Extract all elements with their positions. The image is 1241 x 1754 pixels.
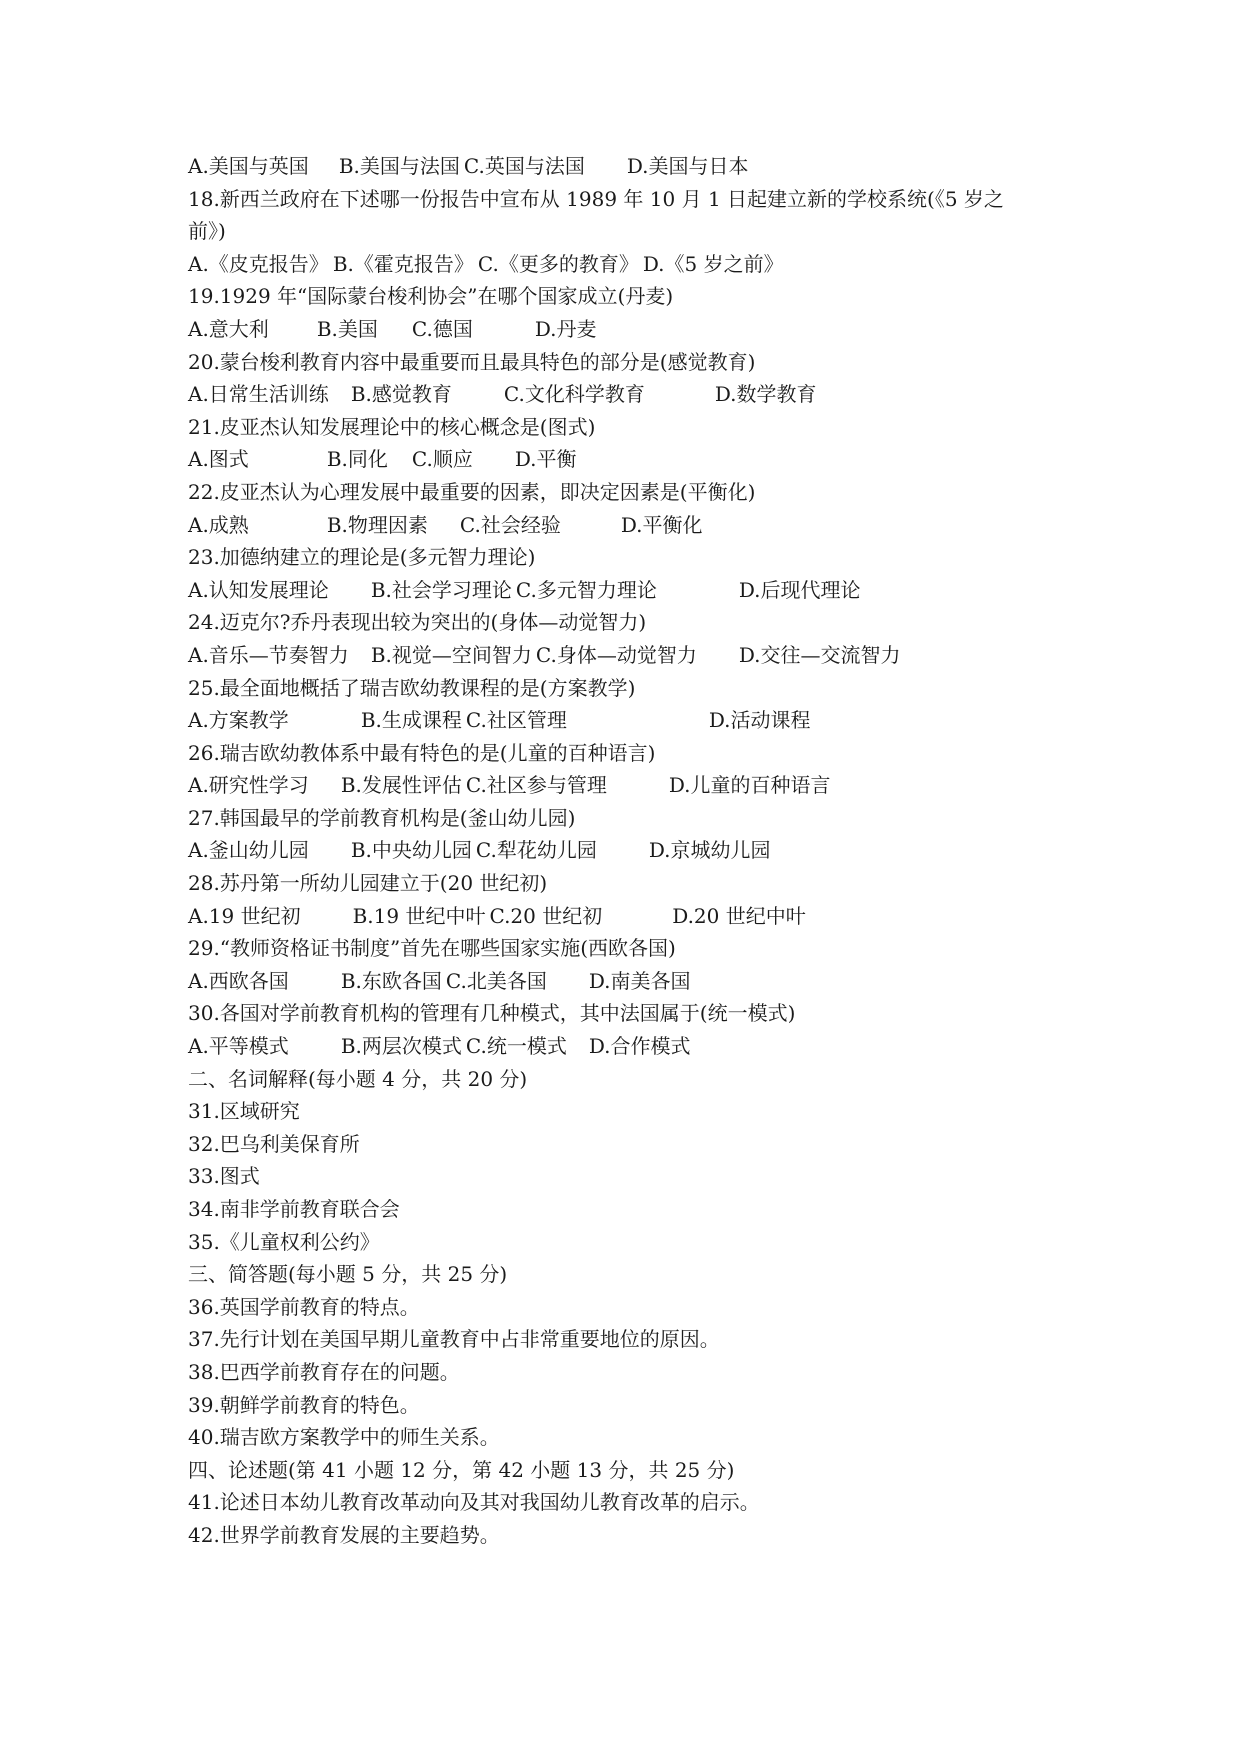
question-line: 30.各国对学前教育机构的管理有几种模式，其中法国属于(统一模式) bbox=[188, 1001, 796, 1026]
option-d: D.《5 岁之前》 bbox=[642, 251, 784, 276]
options-line bbox=[188, 443, 1068, 476]
option-a: A.西欧各国 bbox=[188, 968, 289, 993]
option-a: A.认知发展理论 bbox=[188, 577, 329, 602]
option-b: B.美国与法国 bbox=[338, 154, 460, 178]
options-line bbox=[188, 704, 1068, 737]
section-heading: 三、简答题(每小题 5 分，共 25 分) bbox=[188, 1262, 508, 1287]
option-b: B.东欧各国 bbox=[340, 968, 442, 993]
options-line bbox=[188, 313, 1068, 346]
question-line: 37.先行计划在美国早期儿童教育中占非常重要地位的原因。 bbox=[188, 1327, 720, 1352]
option-a: A.成熟 bbox=[188, 512, 249, 537]
option-a: A.《皮克报告》 bbox=[188, 251, 329, 276]
question-line: 24.迈克尔?乔丹表现出较为突出的(身体—动觉智力) bbox=[188, 610, 647, 635]
section-heading: 二、名词解释(每小题 4 分，共 20 分) bbox=[188, 1066, 528, 1091]
question-line: 28.苏丹第一所幼儿园建立于(20 世纪初) bbox=[188, 871, 548, 896]
option-b: B.发展性评估 bbox=[340, 773, 462, 798]
question-line: 41.论述日本幼儿教育改革动向及其对我国幼儿教育改革的启示。 bbox=[188, 1490, 760, 1515]
option-a: A.图式 bbox=[188, 447, 249, 472]
option-b: B.视觉—空间智力 bbox=[370, 642, 532, 667]
option-c: C.文化科学教育 bbox=[503, 382, 645, 407]
question-line: 25.最全面地概括了瑞吉欧幼教课程的是(方案教学) bbox=[188, 675, 636, 700]
option-a: A.方案教学 bbox=[188, 708, 289, 733]
question-line: 27.韩国最早的学前教育机构是(釜山幼儿园) bbox=[188, 805, 576, 830]
option-c: C.社区管理 bbox=[465, 708, 567, 733]
option-b: B.生成课程 bbox=[360, 708, 462, 733]
options-line bbox=[188, 378, 1068, 411]
option-c: C.身体—动觉智力 bbox=[535, 642, 697, 667]
question-line: 42.世界学前教育发展的主要趋势。 bbox=[188, 1522, 500, 1547]
option-b: B.《霍克报告》 bbox=[332, 251, 474, 276]
option-d: D.平衡 bbox=[514, 447, 577, 472]
options-line bbox=[188, 965, 1068, 998]
option-c: C.《更多的教育》 bbox=[477, 251, 639, 276]
option-d: D.20 世纪中叶 bbox=[672, 903, 806, 928]
option-a: A.美国与英国 bbox=[188, 154, 309, 178]
options-line bbox=[188, 509, 1068, 542]
question-line: 35.《儿童权利公约》 bbox=[188, 1229, 380, 1254]
option-c: C.社会经验 bbox=[459, 512, 561, 537]
question-line: 23.加德纳建立的理论是(多元智力理论) bbox=[188, 545, 536, 570]
option-c: C.20 世纪初 bbox=[489, 903, 603, 928]
question-line: 21.皮亚杰认知发展理论中的核心概念是(图式) bbox=[188, 414, 596, 439]
option-c: C.多元智力理论 bbox=[515, 577, 657, 602]
question-line: 前》) bbox=[188, 219, 226, 244]
question-line: 20.蒙台梭利教育内容中最重要而且最具特色的部分是(感觉教育) bbox=[188, 349, 756, 374]
option-a: A.日常生活训练 bbox=[188, 382, 329, 407]
option-b: B.同化 bbox=[326, 447, 388, 472]
option-d: D.南美各国 bbox=[588, 968, 691, 993]
option-b: B.感觉教育 bbox=[350, 382, 452, 407]
question-line: 32.巴乌利美保育所 bbox=[188, 1131, 360, 1156]
option-a: A.19 世纪初 bbox=[188, 903, 301, 928]
option-b: B.美国 bbox=[316, 316, 378, 341]
question-line: 34.南非学前教育联合会 bbox=[188, 1197, 400, 1221]
option-b: B.19 世纪中叶 bbox=[352, 903, 486, 928]
question-line: 22.皮亚杰认为心理发展中最重要的因素，即决定因素是(平衡化) bbox=[188, 479, 756, 504]
option-c: C.犁花幼儿园 bbox=[475, 838, 597, 863]
option-a: A.意大利 bbox=[188, 316, 269, 341]
options-line bbox=[188, 248, 1068, 281]
option-d: D.丹麦 bbox=[534, 316, 597, 341]
option-d: D.美国与日本 bbox=[626, 154, 749, 178]
question-line: 33.图式 bbox=[188, 1164, 260, 1189]
option-c: C.社区参与管理 bbox=[465, 773, 607, 798]
option-c: C.德国 bbox=[411, 316, 473, 341]
option-a: A.平等模式 bbox=[188, 1034, 289, 1059]
option-d: D.后现代理论 bbox=[738, 577, 861, 602]
question-line: 31.区域研究 bbox=[188, 1099, 300, 1124]
option-b: B.两层次模式 bbox=[340, 1034, 462, 1059]
option-c: C.顺应 bbox=[411, 447, 473, 472]
options-line bbox=[188, 639, 1068, 672]
option-b: B.物理因素 bbox=[326, 512, 428, 537]
document-page bbox=[188, 150, 1068, 1552]
question-line: 36.英国学前教育的特点。 bbox=[188, 1294, 420, 1319]
option-a: A.音乐—节奏智力 bbox=[188, 642, 349, 667]
options-line bbox=[188, 1030, 1068, 1063]
option-d: D.活动课程 bbox=[708, 708, 811, 733]
options-line bbox=[188, 574, 1068, 607]
options-line bbox=[188, 150, 1068, 183]
question-line: 40.瑞吉欧方案教学中的师生关系。 bbox=[188, 1425, 500, 1450]
option-d: D.数学教育 bbox=[714, 382, 817, 407]
option-d: D.平衡化 bbox=[620, 512, 703, 537]
option-c: C.统一模式 bbox=[465, 1034, 567, 1059]
section-heading: 四、论述题(第 41 小题 12 分，第 42 小题 13 分，共 25 分) bbox=[188, 1457, 735, 1482]
options-line bbox=[188, 769, 1068, 802]
option-c: C.英国与法国 bbox=[463, 154, 585, 178]
option-d: D.交往—交流智力 bbox=[738, 642, 901, 667]
option-c: C.北美各国 bbox=[445, 968, 547, 993]
option-d: D.合作模式 bbox=[588, 1034, 691, 1059]
option-b: B.中央幼儿园 bbox=[350, 838, 472, 863]
options-line bbox=[188, 834, 1068, 867]
question-line: 29.“教师资格证书制度”首先在哪些国家实施(西欧各国) bbox=[188, 936, 676, 961]
options-line bbox=[188, 900, 1068, 933]
option-d: D.儿童的百种语言 bbox=[668, 773, 831, 798]
option-b: B.社会学习理论 bbox=[370, 577, 512, 602]
question-line: 19.1929 年“国际蒙台梭利协会”在哪个国家成立(丹麦) bbox=[188, 284, 674, 309]
question-line: 18.新西兰政府在下述哪一份报告中宣布从 1989 年 10 月 1 日起建立新的学校系统(《5 岁之 bbox=[188, 186, 1004, 211]
question-line: 26.瑞吉欧幼教体系中最有特色的是(儿童的百种语言) bbox=[188, 740, 656, 765]
option-a: A.研究性学习 bbox=[188, 773, 309, 798]
option-d: D.京城幼儿园 bbox=[648, 838, 771, 863]
question-line: 38.巴西学前教育存在的问题。 bbox=[188, 1359, 460, 1384]
question-line: 39.朝鲜学前教育的特色。 bbox=[188, 1392, 420, 1417]
option-a: A.釜山幼儿园 bbox=[188, 838, 309, 863]
